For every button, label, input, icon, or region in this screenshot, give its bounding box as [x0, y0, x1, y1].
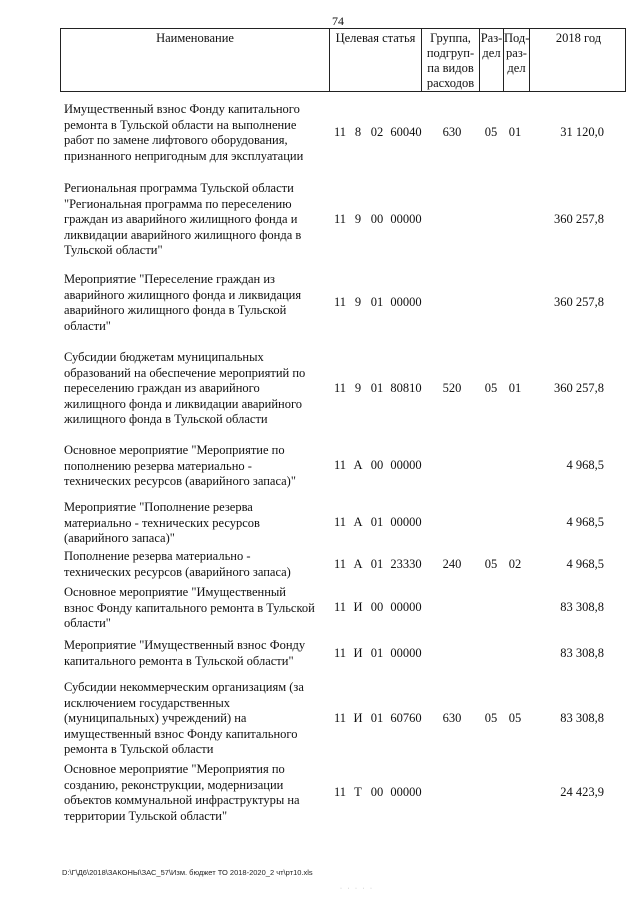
row-subsection: 01: [508, 381, 522, 395]
row-direction-code: 00000: [390, 646, 422, 660]
row-subsection: 01: [508, 125, 522, 139]
row-expense-group: 520: [442, 381, 462, 395]
table-row: [60, 638, 626, 670]
scan-artifact: · · · · ·: [340, 886, 374, 892]
row-subprogram-code: 8: [354, 125, 362, 139]
row-event-code: 00: [370, 212, 384, 226]
row-name: Основное мероприятие "Мероприятие по пополнению резерва материально - технических ресурсов (аварийного запаса)": [64, 443, 296, 488]
row-expense-group: 630: [442, 711, 462, 725]
row-amount-2018: 31 120,0: [560, 125, 604, 139]
row-direction-code: 00000: [390, 458, 422, 472]
row-name: Мероприятие "Имущественный взнос Фонду капитального ремонта в Тульской области": [64, 638, 306, 668]
table-row: [60, 443, 626, 491]
row-subsection: 02: [508, 557, 522, 571]
page-number: 74: [332, 14, 344, 28]
row-section: 05: [484, 125, 498, 139]
row-direction-code: 00000: [390, 785, 422, 799]
table-row: [60, 102, 626, 166]
row-amount-2018: 83 308,8: [560, 711, 604, 725]
header-group: Группа, подгруп- па видов расходов: [421, 29, 479, 91]
row-event-code: 01: [370, 515, 384, 529]
table-row: [60, 350, 626, 430]
header-subsection: Под- раз- дел: [503, 29, 529, 91]
row-amount-2018: 360 257,8: [554, 212, 604, 226]
row-amount-2018: 4 968,5: [566, 557, 604, 571]
row-subprogram-code: А: [353, 458, 363, 472]
row-direction-code: 00000: [390, 295, 422, 309]
row-subprogram-code: 9: [354, 381, 362, 395]
row-event-code: 00: [370, 600, 384, 614]
row-subprogram-code: 9: [354, 295, 362, 309]
row-direction-code: 00000: [390, 600, 422, 614]
row-program-code: 11: [333, 785, 347, 799]
row-program-code: 11: [333, 557, 347, 571]
row-amount-2018: 83 308,8: [560, 600, 604, 614]
row-name: Субсидии некоммерческим организациям (за исключением государственных (муниципальных) учреждений) на имущественный взнос Фонду капитального ремонта в Тульской области: [64, 680, 304, 756]
row-event-code: 01: [370, 381, 384, 395]
row-event-code: 01: [370, 711, 384, 725]
row-name: Мероприятие "Переселение граждан из аварийного жилищного фонда и ликвидация аварийного жилищного фонда в Тульской области": [64, 272, 302, 333]
row-program-code: 11: [333, 646, 347, 660]
row-event-code: 00: [370, 785, 384, 799]
row-direction-code: 60760: [390, 711, 422, 725]
row-name: Пополнение резерва материально - технических ресурсов (аварийного запаса): [64, 549, 291, 579]
row-expense-group: 240: [442, 557, 462, 571]
table-row: [60, 272, 626, 336]
row-subprogram-code: Т: [354, 785, 362, 799]
row-name: Имущественный взнос Фонду капитального ремонта в Тульской области на выполнение работ по замене лифтового оборудования, признанного непригодным для эксплуатации: [64, 102, 304, 163]
row-event-code: 01: [370, 295, 384, 309]
row-amount-2018: 24 423,9: [560, 785, 604, 799]
row-name: Основное мероприятие "Имущественный взнос Фонду капитального ремонта в Тульской области": [64, 585, 315, 630]
row-event-code: 01: [370, 646, 384, 660]
row-program-code: 11: [333, 600, 347, 614]
row-subprogram-code: И: [353, 646, 363, 660]
row-direction-code: 80810: [390, 381, 422, 395]
row-name: Мероприятие "Пополнение резерва материально - технических ресурсов (аварийного запаса)": [64, 500, 260, 545]
table-row: [60, 762, 626, 826]
row-direction-code: 00000: [390, 212, 422, 226]
row-program-code: 11: [333, 515, 347, 529]
row-subprogram-code: И: [353, 600, 363, 614]
row-expense-group: 630: [442, 125, 462, 139]
table-row: [60, 181, 626, 261]
row-name: Субсидии бюджетам муниципальных образований на обеспечение мероприятий по переселению граждан из аварийного жилищного фонда и ликвидации аварийного жилищного фонда в Тульской области: [64, 350, 306, 426]
row-program-code: 11: [333, 458, 347, 472]
row-event-code: 01: [370, 557, 384, 571]
row-program-code: 11: [333, 711, 347, 725]
row-event-code: 02: [370, 125, 384, 139]
header-name: Наименование: [156, 31, 234, 45]
row-section: 05: [484, 381, 498, 395]
row-subprogram-code: И: [353, 711, 363, 725]
row-subprogram-code: 9: [354, 212, 362, 226]
row-amount-2018: 4 968,5: [566, 458, 604, 472]
header-year: 2018 год: [529, 29, 627, 91]
row-name: Основное мероприятие "Мероприятия по созданию, реконструкции, модернизации объектов коммунальной инфраструктуры на территории Тульской области": [64, 762, 300, 823]
file-path-footer: D:\Г\Д6\2018\ЗАКОНЫ\ЗАС_57\Изм. бюджет ТО 2018-2020_2 чт\рт10.xls: [62, 868, 313, 877]
row-direction-code: 60040: [390, 125, 422, 139]
header-section: Раз- дел: [479, 29, 503, 91]
table-header: [60, 28, 626, 92]
row-section: 05: [484, 557, 498, 571]
table-row: [60, 549, 626, 581]
row-direction-code: 00000: [390, 515, 422, 529]
row-amount-2018: 4 968,5: [566, 515, 604, 529]
row-amount-2018: 360 257,8: [554, 381, 604, 395]
table-row: [60, 680, 626, 760]
row-subprogram-code: А: [353, 557, 363, 571]
row-program-code: 11: [333, 381, 347, 395]
row-direction-code: 23330: [390, 557, 422, 571]
row-program-code: 11: [333, 212, 347, 226]
table-row: [60, 585, 626, 633]
row-amount-2018: 83 308,8: [560, 646, 604, 660]
row-name: Региональная программа Тульской области "Региональная программа по переселению граждан из аварийного жилищного фонда и ликвидации аварийного жилищного фонда в Тульской области": [64, 181, 302, 257]
row-amount-2018: 360 257,8: [554, 295, 604, 309]
row-section: 05: [484, 711, 498, 725]
row-subprogram-code: А: [353, 515, 363, 529]
table-row: [60, 500, 626, 548]
row-program-code: 11: [333, 295, 347, 309]
row-program-code: 11: [333, 125, 347, 139]
row-subsection: 05: [508, 711, 522, 725]
header-target-article: Целевая статья: [329, 29, 421, 91]
row-event-code: 00: [370, 458, 384, 472]
